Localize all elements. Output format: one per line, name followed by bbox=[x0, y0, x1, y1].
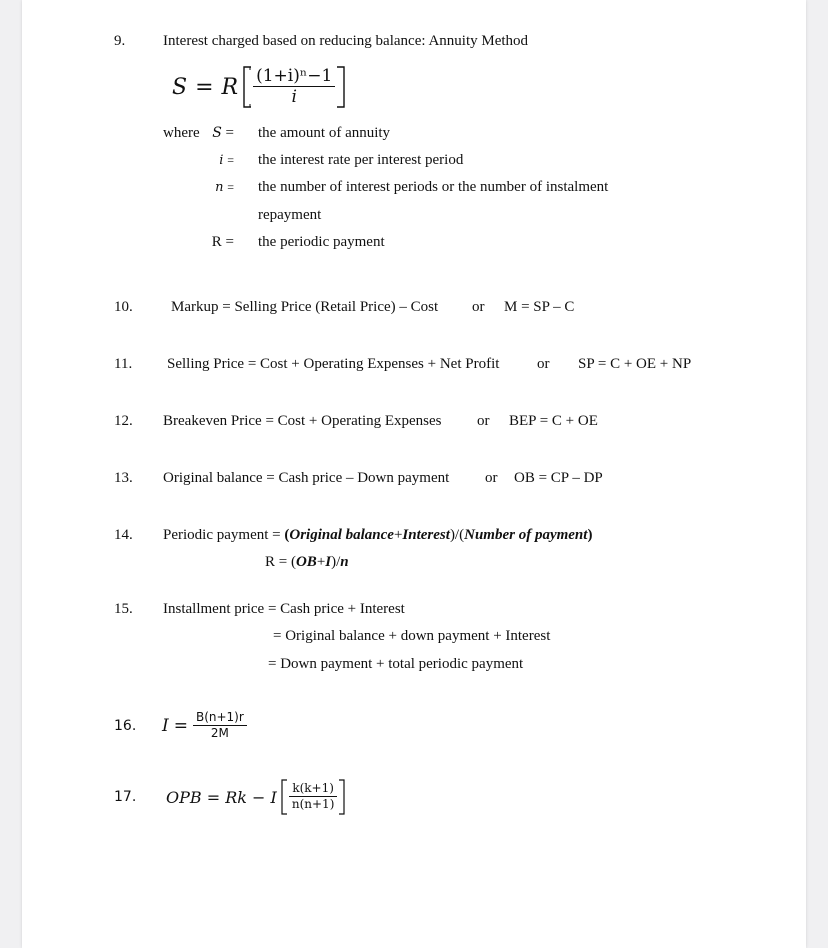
item-11-or: or bbox=[537, 356, 550, 372]
item-16-formula: I = $\frac{B(n+1)r}{2M}$ bbox=[162, 706, 247, 746]
annuity-denominator: i bbox=[291, 87, 297, 108]
def-i-symbol: i = bbox=[219, 153, 234, 168]
where-label: where bbox=[163, 125, 200, 141]
item-12-formula: Breakeven Price = Cost + Operating Expenses bbox=[163, 413, 442, 429]
item-16-number: 16. bbox=[114, 718, 137, 734]
def-i-text: the interest rate per interest period bbox=[258, 152, 464, 168]
formula-equals: = bbox=[195, 74, 214, 100]
annuity-numerator: (1+i)ⁿ−1 bbox=[253, 67, 335, 88]
item-9-title: Interest charged based on reducing balance: Annuity Method bbox=[163, 33, 529, 49]
left-bracket-icon bbox=[241, 65, 253, 109]
item-9-number: 9. bbox=[114, 33, 126, 49]
item-17-number: 17. bbox=[114, 789, 137, 805]
item-16-denominator: 2M bbox=[210, 726, 229, 741]
item-14-abbreviation: R = (OB+I)/n bbox=[265, 554, 349, 570]
item-10-number: 10. bbox=[114, 299, 133, 315]
item-17-lhs: OPB = Rk − I bbox=[166, 787, 277, 807]
item-14-number: 14. bbox=[114, 527, 133, 543]
item-17-left-bracket-icon bbox=[280, 779, 289, 815]
annuity-fraction bbox=[253, 67, 335, 108]
item-17-denominator: n(n+1) bbox=[291, 797, 335, 812]
formula-s: S bbox=[172, 74, 188, 100]
def-s-text: the amount of annuity bbox=[258, 125, 391, 141]
item-10-formula: Markup = Selling Price (Retail Price) – Cost bbox=[171, 299, 439, 315]
def-r-text: the periodic payment bbox=[258, 234, 385, 250]
item-13-formula: Original balance = Cash price – Down payment bbox=[163, 470, 450, 486]
right-bracket-icon bbox=[335, 65, 347, 109]
item-12-or: or bbox=[477, 413, 490, 429]
item-13-number: 13. bbox=[114, 470, 133, 486]
def-r-symbol: R = bbox=[211, 234, 234, 250]
item-15-number: 15. bbox=[114, 601, 133, 617]
formula-i: I bbox=[162, 716, 169, 736]
def-n-text-continued: repayment bbox=[258, 207, 322, 223]
item-13-or: or bbox=[485, 470, 498, 486]
item-11-formula: Selling Price = Cost + Operating Expenses + Net Profit bbox=[167, 356, 500, 372]
item-14-formula: Periodic payment = (Original balance+Interest)/(Number of payment) bbox=[163, 527, 593, 543]
periodic-payment-label: Periodic payment = bbox=[163, 527, 281, 543]
annuity-formula bbox=[172, 62, 347, 112]
item-17-formula bbox=[166, 776, 346, 818]
number-of-payment-term: Number of payment bbox=[464, 527, 588, 543]
item-11-abbreviation: SP = C + OE + NP bbox=[578, 356, 692, 372]
item-17-fraction bbox=[289, 782, 338, 811]
item-11-number: 11. bbox=[114, 356, 133, 372]
item-12-abbreviation: BEP = C + OE bbox=[509, 413, 598, 429]
item-15-line-1: Installment price = Cash price + Interest bbox=[163, 601, 405, 617]
item-16-numerator: B(n+1)r bbox=[193, 711, 247, 726]
item-16-fraction bbox=[193, 711, 247, 740]
document-page bbox=[22, 0, 806, 948]
item-13-abbreviation: OB = CP – DP bbox=[514, 470, 603, 486]
item-15-line-2: = Original balance + down payment + Interest bbox=[273, 628, 551, 644]
def-n-text: the number of interest periods or the number of instalment bbox=[258, 179, 609, 195]
def-n-symbol: n = bbox=[215, 180, 234, 195]
item-12-number: 12. bbox=[114, 413, 133, 429]
item-15-line-3: = Down payment + total periodic payment bbox=[268, 656, 524, 672]
item-10-abbreviation: M = SP – C bbox=[504, 299, 575, 315]
def-s-symbol: S = bbox=[212, 125, 234, 141]
formula-r: R bbox=[221, 74, 239, 100]
item-17-right-bracket-icon bbox=[337, 779, 346, 815]
interest-term: Interest bbox=[402, 527, 450, 543]
original-balance-term: Original balance bbox=[289, 527, 394, 543]
item-17-numerator: k(k+1) bbox=[289, 782, 337, 797]
item-10-or: or bbox=[472, 299, 485, 315]
